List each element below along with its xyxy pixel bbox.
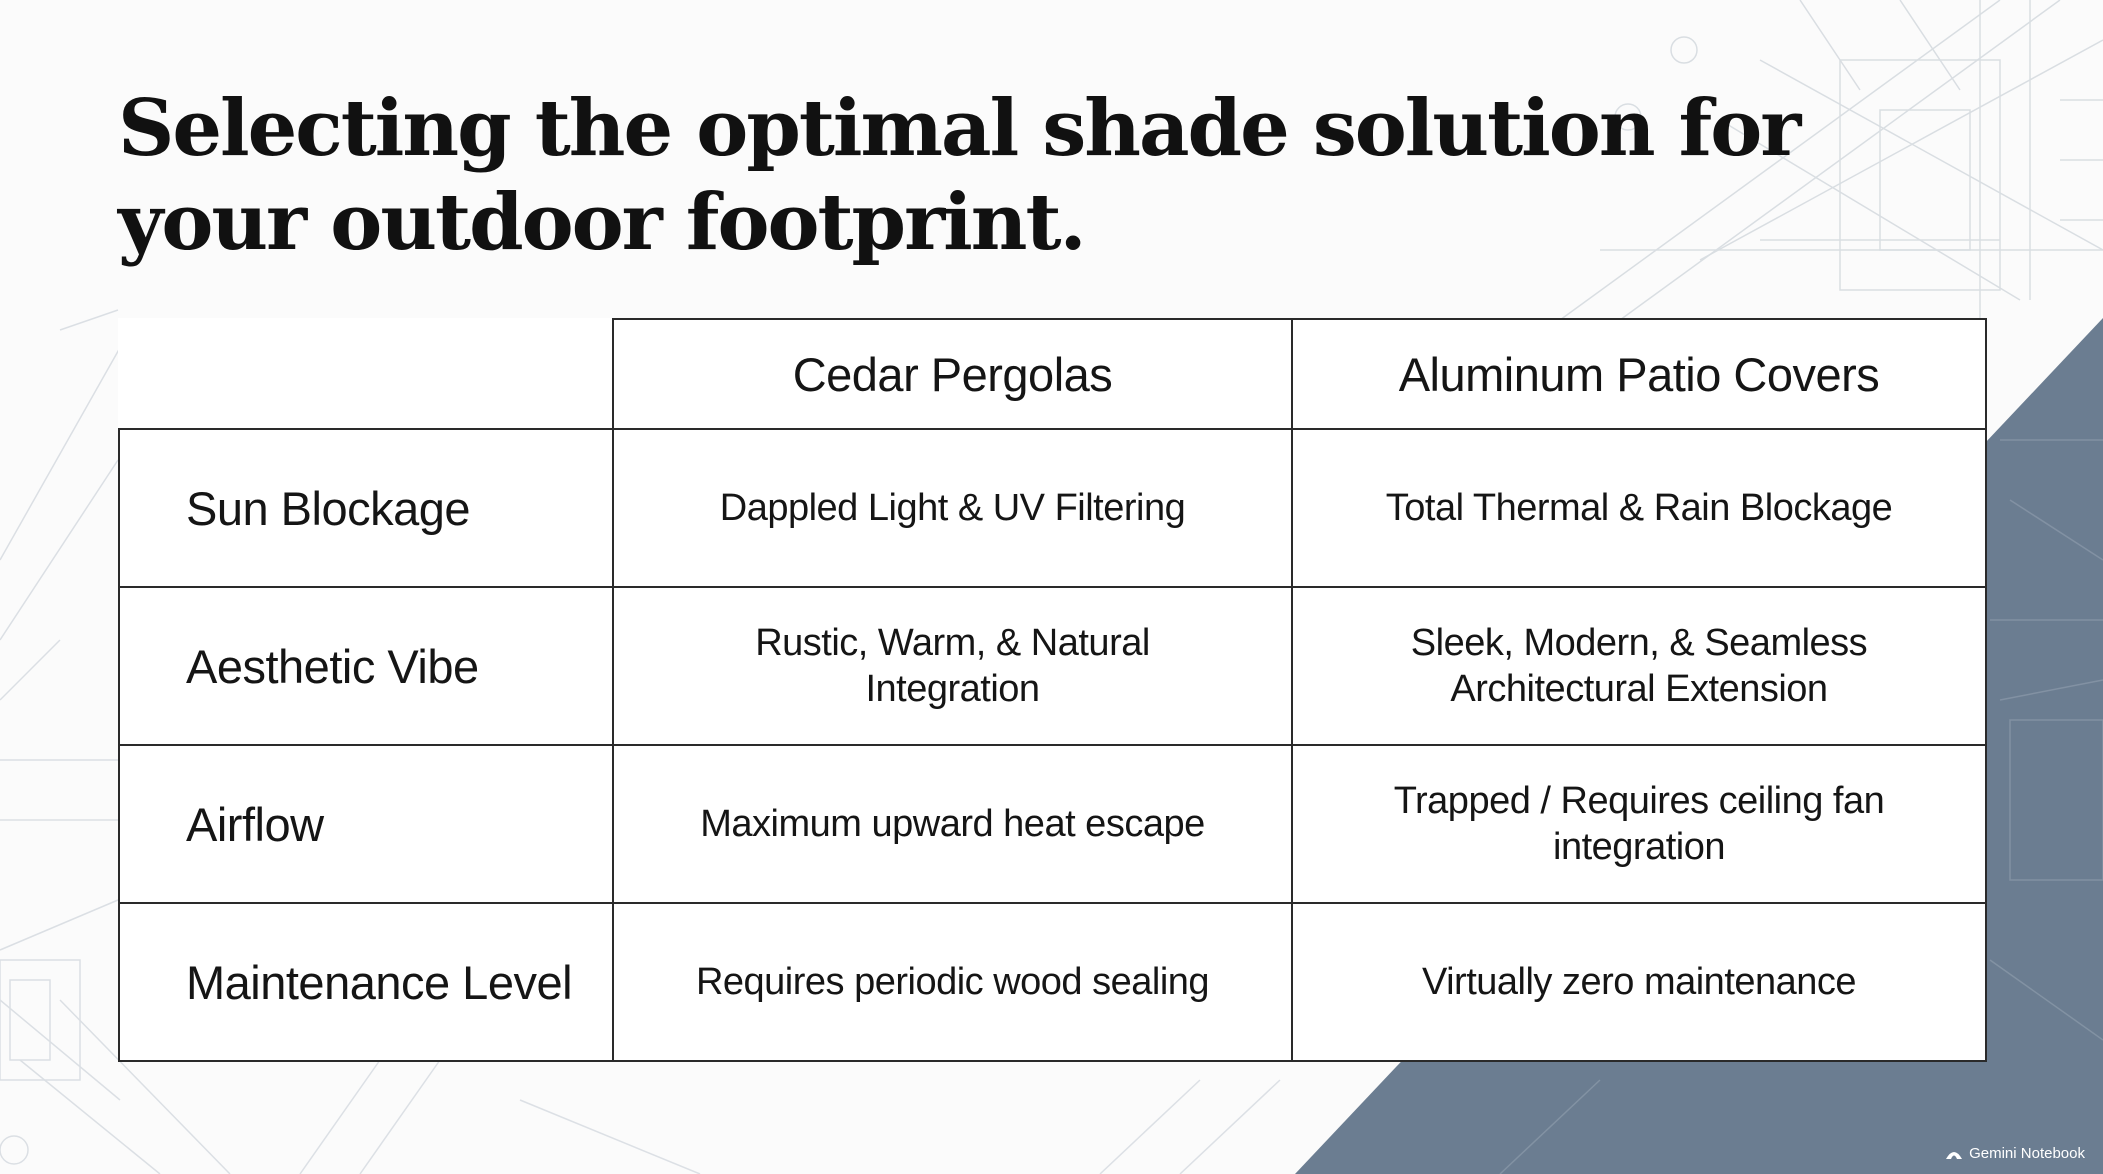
table-header-row [119,319,1986,429]
title-line-1: Selecting the optimal shade solution for [118,83,1800,174]
gemini-notebook-badge [1945,1145,2085,1162]
title-line-2: your outdoor footprint. [118,177,1085,268]
cell-text: Virtually zero maintenance [1421,961,1857,1003]
cell-cedar-airflow [613,745,1292,903]
cell-aluminum-aesthetic-vibe [1292,587,1986,745]
cell-cedar-maintenance-level [613,903,1292,1061]
row-header-maintenance-level: Maintenance Level [119,903,613,1061]
cell-text: Architectural Extension [1450,668,1828,710]
cell-cedar-sun-blockage [613,429,1292,587]
table-row [119,429,1986,587]
table-corner-cell [119,319,613,429]
row-header-airflow: Airflow [119,745,613,903]
table-row [119,587,1986,745]
cell-text: Trapped / Requires ceiling fan [1393,780,1885,822]
badge-label: Gemini Notebook [1969,1145,2085,1162]
cell-text: Rustic, Warm, & Natural [755,622,1150,664]
cell-text: Sleek, Modern, & Seamless [1410,622,1868,664]
slide-title [118,82,1800,270]
cell-cedar-aesthetic-vibe [613,587,1292,745]
cell-text: Requires periodic wood sealing [695,961,1210,1003]
row-header-aesthetic-vibe: Aesthetic Vibe [119,587,613,745]
row-header-sun-blockage: Sun Blockage [119,429,613,587]
column-header-cedar: Cedar Pergolas [613,319,1292,429]
column-header-aluminum: Aluminum Patio Covers [1292,319,1986,429]
cell-aluminum-airflow [1292,745,1986,903]
table-row [119,745,1986,903]
cell-text: Integration [865,668,1040,710]
cell-text: Total Thermal & Rain Blockage [1385,487,1893,529]
cell-text: integration [1553,826,1725,868]
gemini-notebook-icon [1945,1148,1963,1160]
comparison-table [118,318,1987,1062]
table-row [119,903,1986,1061]
cell-text: Maximum upward heat escape [700,803,1205,845]
cell-aluminum-sun-blockage [1292,429,1986,587]
cell-aluminum-maintenance-level [1292,903,1986,1061]
cell-text: Dappled Light & UV Filtering [719,487,1186,529]
